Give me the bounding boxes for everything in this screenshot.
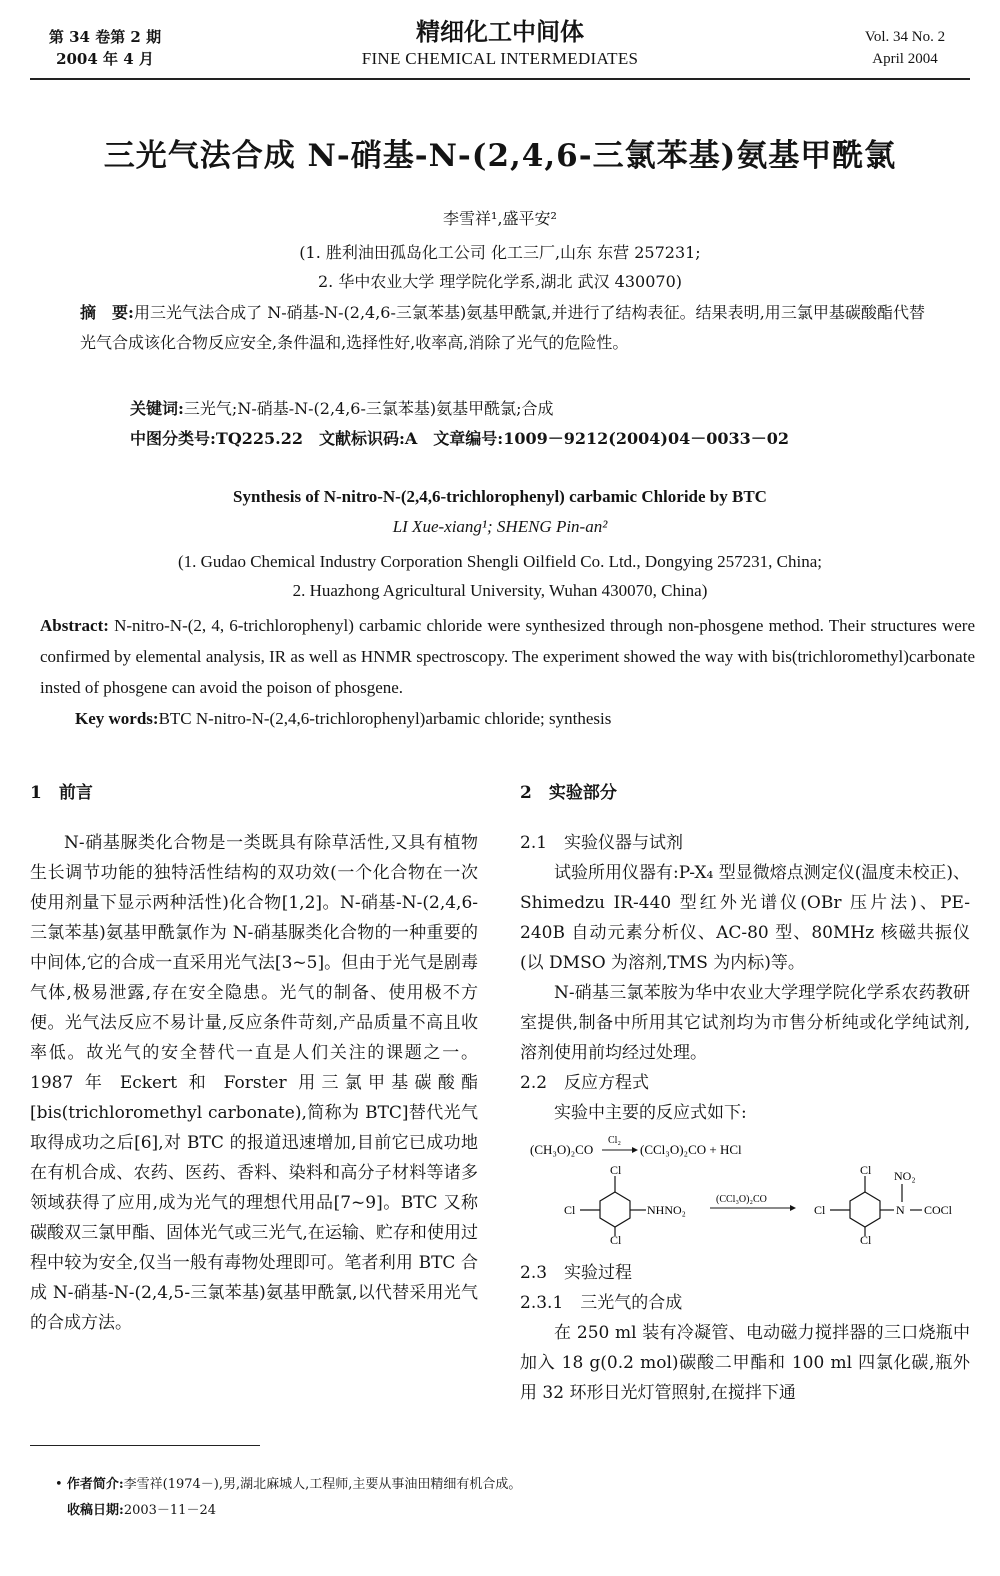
title-en: Synthesis of N-nitro-N-(2,4,6-trichlorophenyl) carbamic Chloride by BTC xyxy=(233,487,767,506)
right-column xyxy=(520,778,970,1408)
intro-paragraph: N-硝基脲类化合物是一类既具有除草活性,又具有植物生长调节功能的独特活性结构的双功效(一个化合物在一次使用剂量下显示两种活性)化合物[1,2]。N-硝基-N-(2,4,6-三氯苯基)氨基甲酰氯作为 N-硝基脲类化合物的一种重要的中间体,它的合成一直采用光气法[3~5]。但由于光气是剧毒气体,极易泄露,存在安全隐患。光气的制备、使用极不方便。光气法反应不易计量,反应条件苛刻,产品质量不高且收率低。故光气的安全替代一直是人们关注的课题之一。1987 年 Eckert 和 Forster 用三氯甲基碳酸酯[bis(trichloromethyl carbonate),简称为 BTC]替代光气取得成功之后[6],对 BTC 的报道迅速增加,目前它已成功地在有机合成、农药、医药、香料、染料和高分子材料等诸多领域获得了应用,成为光气的理想代用品[7~9]。BTC 又称碳酸双三氯甲酯、固体光气或三光气,在运输、贮存和使用过程中较为安全,仅当一般有毒物处理即可。笔者利用 BTC 合成 N-硝基-N-(2,4,5-三氯苯基)氨基甲酰氯,以代替采用光气的合成方法。 xyxy=(30,833,478,1333)
authors-cn: 李雪祥¹,盛平安² xyxy=(443,209,557,228)
left-column xyxy=(30,778,478,1338)
abstract-cn xyxy=(80,298,925,358)
authors-en: LI Xue-xiang¹; SHENG Pin-an² xyxy=(392,517,608,536)
keywords-cn-label: 关键词: xyxy=(130,399,184,418)
affiliation-cn-2: 2. 华中农业大学 理学院化学系,湖北 武汉 430070) xyxy=(317,272,683,291)
reaction-scheme-svg xyxy=(520,1134,970,1244)
svg-text:COCl: COCl xyxy=(924,1203,953,1217)
affiliations-en xyxy=(60,547,940,605)
svg-text:NO₂: NO₂ xyxy=(894,1169,916,1183)
subsection-2-3-1: 2.3.1 三光气的合成 xyxy=(520,1293,683,1313)
eq1-product: (CCl₃O)₂CO + HCl xyxy=(640,1142,742,1157)
paragraph-2-1a: 试验所用仪器有:P-X₄ 型显微熔点测定仪(温度未校正)、Shimedzu IR-440 型红外光谱仪(OBr 压片法)、PE-240B 自动元素分析仪、AC-80 型、80MHz 核磁共振仪(以 DMSO 为溶剂,TMS 为内标)等。 xyxy=(520,863,970,973)
received-label: 收稿日期: xyxy=(67,1503,124,1518)
eq1-reagent: Cl₂ xyxy=(608,1135,621,1146)
eq2-arrow-head xyxy=(790,1205,796,1211)
subsection-2-3: 2.3 实验过程 xyxy=(520,1263,633,1283)
footnote xyxy=(55,1472,955,1524)
affiliation-cn-1: (1. 胜利油田孤岛化工公司 化工三厂,山东 东营 257231; xyxy=(299,243,701,262)
svg-text:Cl: Cl xyxy=(860,1163,872,1177)
date-en: April 2004 xyxy=(872,51,938,67)
subsection-2-2: 2.2 反应方程式 xyxy=(520,1073,650,1093)
author-bio: • 作者简介:李雪祥(1974－),男,湖北麻城人,工程师,主要从事油田精细有机合成。 xyxy=(55,1477,522,1492)
svg-text:Cl: Cl xyxy=(610,1233,622,1244)
journal-name xyxy=(300,16,700,70)
reaction-scheme xyxy=(520,1134,970,1254)
date-cn: 2004 年 4 月 xyxy=(56,50,154,68)
keywords-cn-text: 三光气;N-硝基-N-(2,4,6-三氯苯基)氨基甲酰氯;合成 xyxy=(183,399,554,418)
received-text: 2003－11－24 xyxy=(123,1503,216,1518)
header-volume-en xyxy=(840,26,970,70)
paragraph-2-3-1: 在 250 ml 装有冷凝管、电动磁力搅拌器的三口烧瓶中加入 18 g(0.2 mol)碳酸二甲酯和 100 ml 四氯化碳,瓶外用 32 环形日光灯管照射,在搅拌下通 xyxy=(520,1323,970,1403)
keywords-cn xyxy=(130,394,930,424)
abstract-en-text: N-nitro-N-(2, 4, 6-trichlorophenyl) carbamic chloride were synthesized through non-phosgene method. Their structures were confirmed by elemental analysis, IR as well as HNMR spectroscopy. The experiment showed the way with bis(trichloromethyl)carbonate insted of phosgene can avoid the poison of phosgene. xyxy=(40,616,975,697)
svg-text:Cl: Cl xyxy=(814,1203,826,1217)
journal-name-en: FINE CHEMICAL INTERMEDIATES xyxy=(361,49,639,68)
svg-text:NHNO₂: NHNO₂ xyxy=(647,1203,686,1217)
svg-text:Cl: Cl xyxy=(860,1233,872,1244)
eq1-arrow-head xyxy=(632,1147,638,1153)
reactant-structure xyxy=(580,1176,646,1236)
affiliations-cn xyxy=(0,238,1000,296)
abstract-en xyxy=(40,610,975,703)
eq2-reagent: (CCl₃O)₂CO xyxy=(716,1194,767,1205)
affiliation-en-2: 2. Huazhong Agricultural University, Wuhan 430070, China) xyxy=(292,581,708,600)
paper-title: 三光气法合成 N-硝基-N-(2,4,6-三氯苯基)氨基甲酰氯 xyxy=(103,138,897,174)
svg-text:Cl: Cl xyxy=(564,1203,576,1217)
section-heading-2: 2 实验部分 xyxy=(520,783,617,803)
abstract-cn-text: 用三光气法合成了 N-硝基-N-(2,4,6-三氯苯基)氨基甲酰氯,并进行了结构表征。结果表明,用三氯甲基碳酸酯代替光气合成该化合物反应安全,条件温和,选择性好,收率高,消除了光气的危险性。 xyxy=(80,303,925,352)
footnote-rule xyxy=(30,1445,260,1446)
svg-text:N: N xyxy=(896,1203,905,1217)
abstract-en-label: Abstract: xyxy=(40,616,109,635)
volume-issue-en: Vol. 34 No. 2 xyxy=(864,29,946,45)
keywords-en-text: BTC N-nitro-N-(2,4,6-trichlorophenyl)arbamic chloride; synthesis xyxy=(158,709,612,728)
paragraph-2-1b: N-硝基三氯苯胺为华中农业大学理学院化学系农药教研室提供,制备中所用其它试剂均为市售分析纯或化学纯试剂,溶剂使用前均经过处理。 xyxy=(520,983,970,1063)
author-bio-label: 作者简介: xyxy=(66,1477,124,1492)
affiliation-en-1: (1. Gudao Chemical Industry Corporation Shengli Oilfield Co. Ltd., Dongying 257231, China; xyxy=(177,552,823,571)
abstract-cn-label: 摘 要: xyxy=(80,303,134,322)
eq1-reactant: (CH₃O)₂CO xyxy=(530,1142,594,1157)
product-structure xyxy=(830,1176,922,1236)
subsection-2-1: 2.1 实验仪器与试剂 xyxy=(520,833,684,853)
svg-text:Cl: Cl xyxy=(610,1163,622,1177)
classification-line: 中图分类号:TQ225.22 文献标识码:A 文章编号:1009－9212(2004)04－0033－02 xyxy=(130,429,790,448)
section-heading-1: 1 前言 xyxy=(30,783,93,803)
volume-issue-cn: 第 34 卷第 2 期 xyxy=(48,28,162,46)
header-rule xyxy=(30,78,970,80)
keywords-en xyxy=(75,704,975,734)
author-bio-text: 李雪祥(1974－),男,湖北麻城人,工程师,主要从事油田精细有机合成。 xyxy=(123,1477,522,1492)
keywords-en-label: Key words: xyxy=(75,709,159,728)
journal-name-cn: 精细化工中间体 xyxy=(416,17,584,46)
paragraph-2-2: 实验中主要的反应式如下: xyxy=(554,1103,747,1123)
header-volume-cn xyxy=(40,26,170,70)
received-date xyxy=(55,1498,955,1524)
